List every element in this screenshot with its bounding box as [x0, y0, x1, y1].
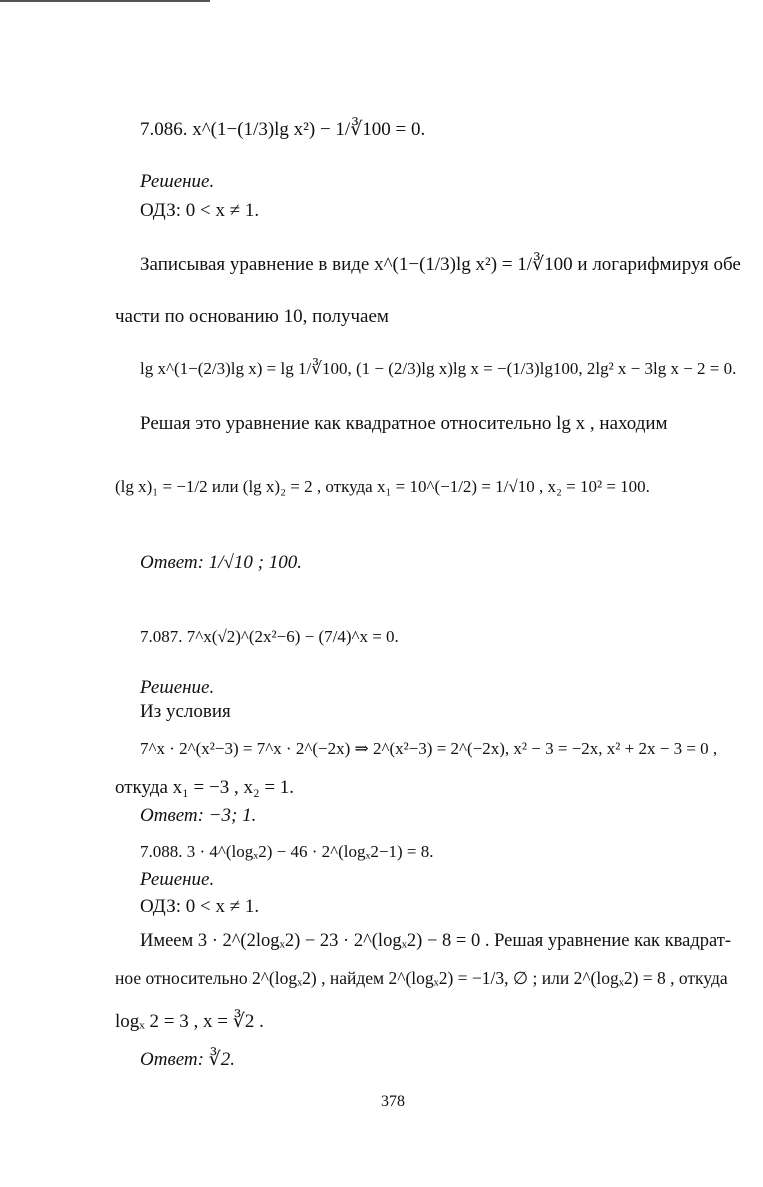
- domain-line: ОДЗ: 0 < x ≠ 1.: [140, 896, 260, 917]
- text-line: откуда x₁ = −3 , x₂ = 1.: [115, 777, 295, 798]
- text-line: части по основанию 10, получаем: [115, 306, 389, 327]
- answer-line: Ответ: ∛2.: [140, 1049, 236, 1070]
- solution-heading: Решение.: [140, 677, 215, 698]
- equation-line: (lg x)₁ = −1/2 или (lg x)₂ = 2 , откуда x₁ = 10^(−1/2) = 1/√10 , x₂ = 10² = 100.: [115, 477, 650, 496]
- answer-line: Ответ: 1/√10 ; 100.: [140, 552, 302, 573]
- problem-7086-equation: 7.086. x^(1−(1/3)lg x²) − 1/∛100 = 0.: [140, 119, 426, 140]
- text-line: Решая это уравнение как квадратное относительно lg x , находим: [140, 413, 668, 434]
- text-line: logₓ 2 = 3 , x = ∛2 .: [115, 1011, 264, 1032]
- domain-line: ОДЗ: 0 < x ≠ 1.: [140, 200, 260, 221]
- solution-heading: Решение.: [140, 171, 215, 192]
- text-line: Из условия: [140, 701, 231, 722]
- text-line: Имеем 3 · 2^(2logₓ2) − 23 · 2^(logₓ2) − 8 = 0 . Решая уравнение как квадрат-: [140, 931, 731, 951]
- equation-line: 7^x · 2^(x²−3) = 7^x · 2^(−2x) ⇒ 2^(x²−3) = 2^(−2x), x² − 3 = −2x, x² + 2x − 3 = 0 ,: [140, 739, 718, 758]
- problem-7088-equation: 7.088. 3 · 4^(logₓ2) − 46 · 2^(logₓ2−1) = 8.: [140, 842, 434, 861]
- text-line: ное относительно 2^(logₓ2) , найдем 2^(logₓ2) = −1/3, ∅ ; или 2^(logₓ2) = 8 , откуда: [115, 968, 728, 988]
- text-line: Записывая уравнение в виде x^(1−(1/3)lg x²) = 1/∛100 и логарифмируя обе: [140, 254, 741, 275]
- problem-7087-equation: 7.087. 7^x(√2)^(2x²−6) − (7/4)^x = 0.: [140, 627, 399, 646]
- top-rule: [0, 0, 210, 2]
- equation-line: lg x^(1−(2/3)lg x) = lg 1/∛100, (1 − (2/3)lg x)lg x = −(1/3)lg100, 2lg² x − 3lg x − 2 = 0.: [140, 359, 737, 378]
- answer-line: Ответ: −3; 1.: [140, 805, 257, 826]
- solution-heading: Решение.: [140, 869, 215, 890]
- page-number: 378: [381, 1093, 405, 1110]
